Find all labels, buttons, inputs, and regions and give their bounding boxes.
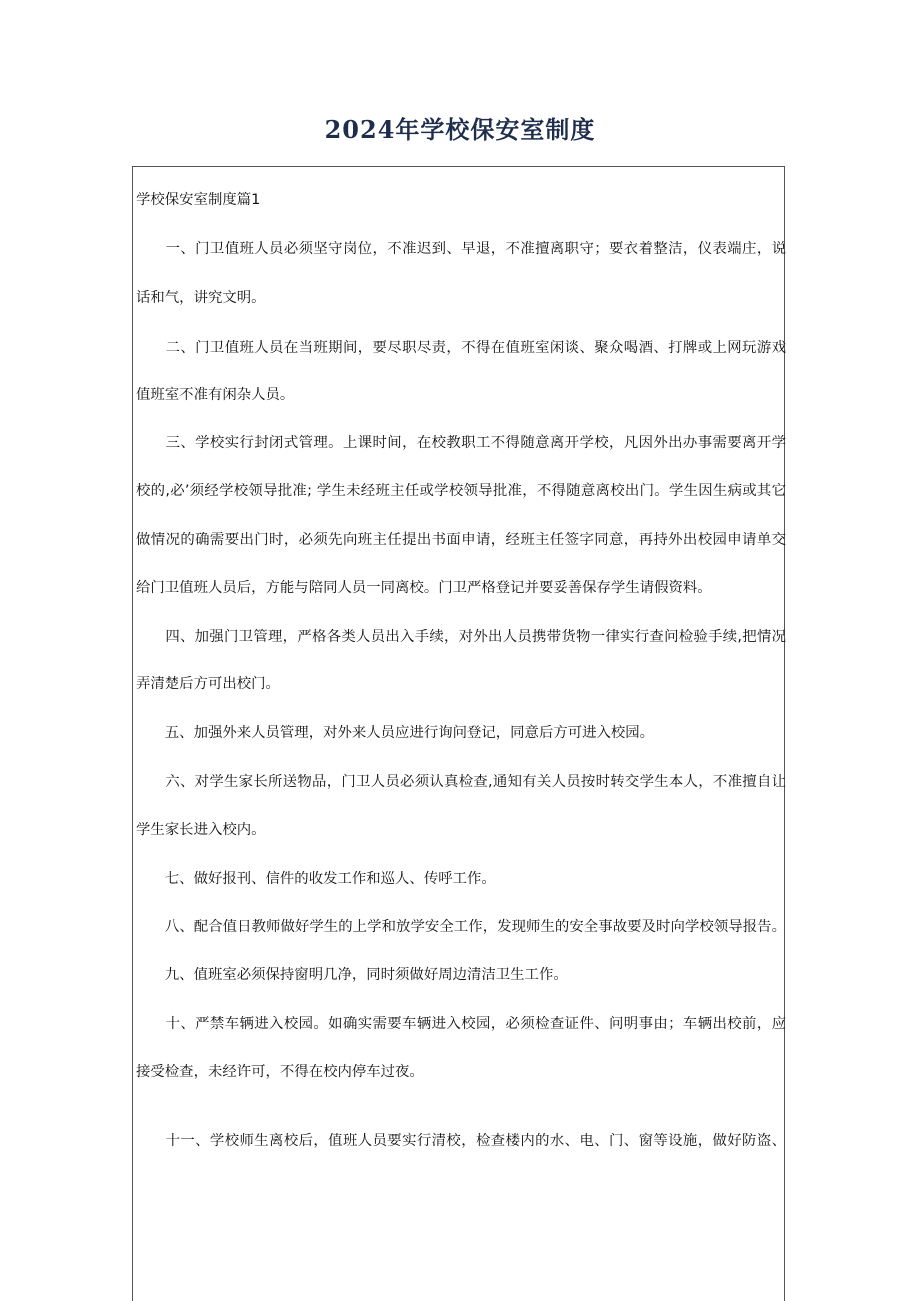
paragraph-line: 十、严禁车辆进入校园。如确实需要车辆进入校园，必须检查证件、问明事由；车辆出校前，应 bbox=[136, 1016, 786, 1032]
paragraph-line: 五、加强外来人员管理，对外来人员应进行询问登记，同意后方可进入校园。 bbox=[136, 725, 655, 741]
paragraph-line: 做情况的确需要出门时，必须先向班主任提出书面申请，经班主任签字同意，再持外出校园申请单交 bbox=[136, 532, 786, 548]
paragraph-line: 三、学校实行封闭式管理。上课时间，在校教职工不得随意离开学校，凡因外出办事需要离开学 bbox=[136, 435, 786, 451]
paragraph-line: 校的,必’须经学校领导批准; 学生未经班主任或学校领导批准，不得随意离校出门。学生因生病或其它 bbox=[136, 483, 786, 499]
paragraph-line: 十一、学校师生离校后，值班人员要实行清校，检查楼内的水、电、门、窗等设施，做好防盗、 bbox=[136, 1133, 786, 1149]
paragraph-line: 二、门卫值班人员在当班期间，要尽职尽责，不得在值班室闲谈、聚众喝酒、打牌或上网玩游戏 bbox=[136, 340, 786, 356]
paragraph-line: 八、配合值日教师做好学生的上学和放学安全工作，发现师生的安全事故要及时向学校领导报告。 bbox=[136, 919, 786, 935]
paragraph-line: 话和气，讲究文明。 bbox=[136, 290, 266, 306]
paragraph-line: 学生家长进入校内。 bbox=[136, 822, 266, 838]
paragraph-line: 值班室不准有闲杂人员。 bbox=[136, 387, 295, 403]
paragraph-line: 九、值班室必须保持窗明几净，同时须做好周边清洁卫生工作。 bbox=[136, 967, 568, 983]
paragraph-line: 一、门卫值班人员必须坚守岗位，不准迟到、早退，不准擅离职守；要衣着整洁，仪表端庄，说 bbox=[136, 241, 786, 257]
paragraph-line: 四、加强门卫管理，严格各类人员出入手续，对外出人员携带货物一律实行查问检验手续,把情况 bbox=[136, 629, 786, 645]
paragraph-line: 给门卫值班人员后，方能与陪同人员一同离校。门卫严格登记并要妥善保存学生请假资料。 bbox=[136, 580, 712, 596]
paragraph-line: 接受检查，未经许可，不得在校内停车过夜。 bbox=[136, 1064, 424, 1080]
section-heading: 学校保安室制度篇1 bbox=[136, 192, 261, 208]
paragraph-line: 六、对学生家长所送物品，门卫人员必须认真检查,通知有关人员按时转交学生本人，不准擅自让 bbox=[136, 774, 786, 790]
paragraph-line: 七、做好报刊、信件的收发工作和巡人、传呼工作。 bbox=[136, 871, 496, 887]
document-title: 2024年学校保安室制度 bbox=[324, 115, 596, 144]
paragraph-line: 弄清楚后方可出校门。 bbox=[136, 676, 280, 692]
